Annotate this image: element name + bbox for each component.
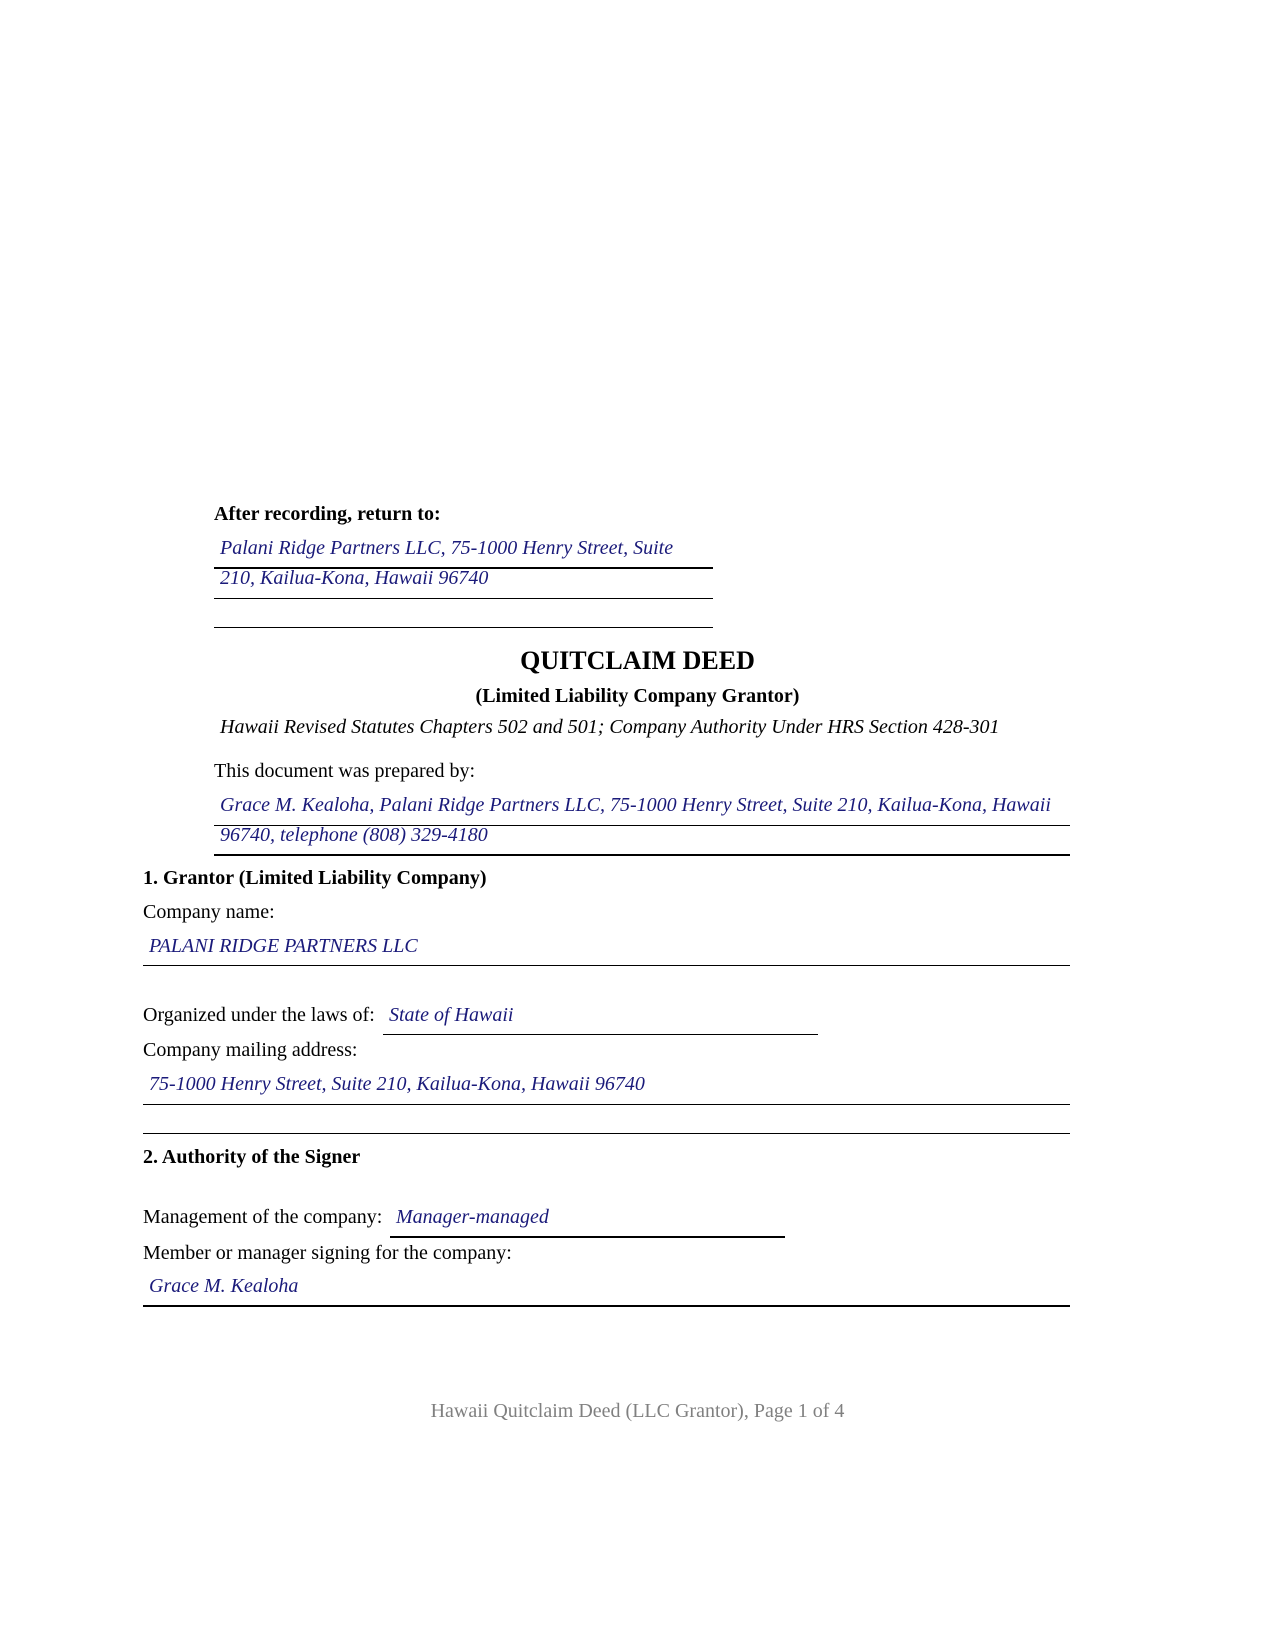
return-to-line-1[interactable]: Palani Ridge Partners LLC, 75-1000 Henry Street, Suite <box>220 537 674 559</box>
company-name-field[interactable]: PALANI RIDGE PARTNERS LLC <box>149 935 418 957</box>
management-underline <box>390 1236 785 1238</box>
return-to-underline-3 <box>214 627 713 628</box>
document-title: QUITCLAIM DEED <box>520 646 755 675</box>
organized-under-label: Organized under the laws of: <box>143 1004 375 1026</box>
prepared-by-line-2[interactable]: 96740, telephone (808) 329-4180 <box>220 824 488 846</box>
statute-line: Hawaii Revised Statutes Chapters 502 and 501; Company Authority Under HRS Section 428-301 <box>220 716 1000 738</box>
document-subtitle: (Limited Liability Company Grantor) <box>475 685 800 707</box>
management-field[interactable]: Manager-managed <box>396 1206 549 1228</box>
signer-field[interactable]: Grace M. Kealoha <box>149 1275 299 1297</box>
prepared-by-label: This document was prepared by: <box>214 760 476 782</box>
section-1-heading: 1. Grantor (Limited Liability Company) <box>143 867 487 889</box>
mailing-address-underline-2 <box>143 1133 1070 1134</box>
page-footer: Hawaii Quitclaim Deed (LLC Grantor), Page 1 of 4 <box>430 1400 845 1422</box>
signer-label: Member or manager signing for the company: <box>143 1242 512 1264</box>
return-to-line-2[interactable]: 210, Kailua-Kona, Hawaii 96740 <box>220 567 489 589</box>
company-name-underline <box>143 965 1070 966</box>
section-2-heading: 2. Authority of the Signer <box>143 1146 361 1168</box>
prepared-by-line-1[interactable]: Grace M. Kealoha, Palani Ridge Partners LLC, 75-1000 Henry Street, Suite 210, Kailua-Kona, Hawaii <box>220 794 1051 816</box>
mailing-address-line-1[interactable]: 75-1000 Henry Street, Suite 210, Kailua-Kona, Hawaii 96740 <box>149 1073 645 1095</box>
mailing-address-underline-1 <box>143 1104 1070 1105</box>
management-label: Management of the company: <box>143 1206 383 1228</box>
organized-under-field[interactable]: State of Hawaii <box>389 1004 514 1026</box>
return-to-heading: After recording, return to: <box>214 503 441 525</box>
signer-underline <box>143 1305 1070 1307</box>
mailing-address-label: Company mailing address: <box>143 1039 358 1061</box>
company-name-label: Company name: <box>143 901 275 923</box>
prepared-by-underline-2 <box>214 854 1070 856</box>
organized-under-underline <box>383 1034 818 1035</box>
return-to-underline-2 <box>214 598 713 599</box>
